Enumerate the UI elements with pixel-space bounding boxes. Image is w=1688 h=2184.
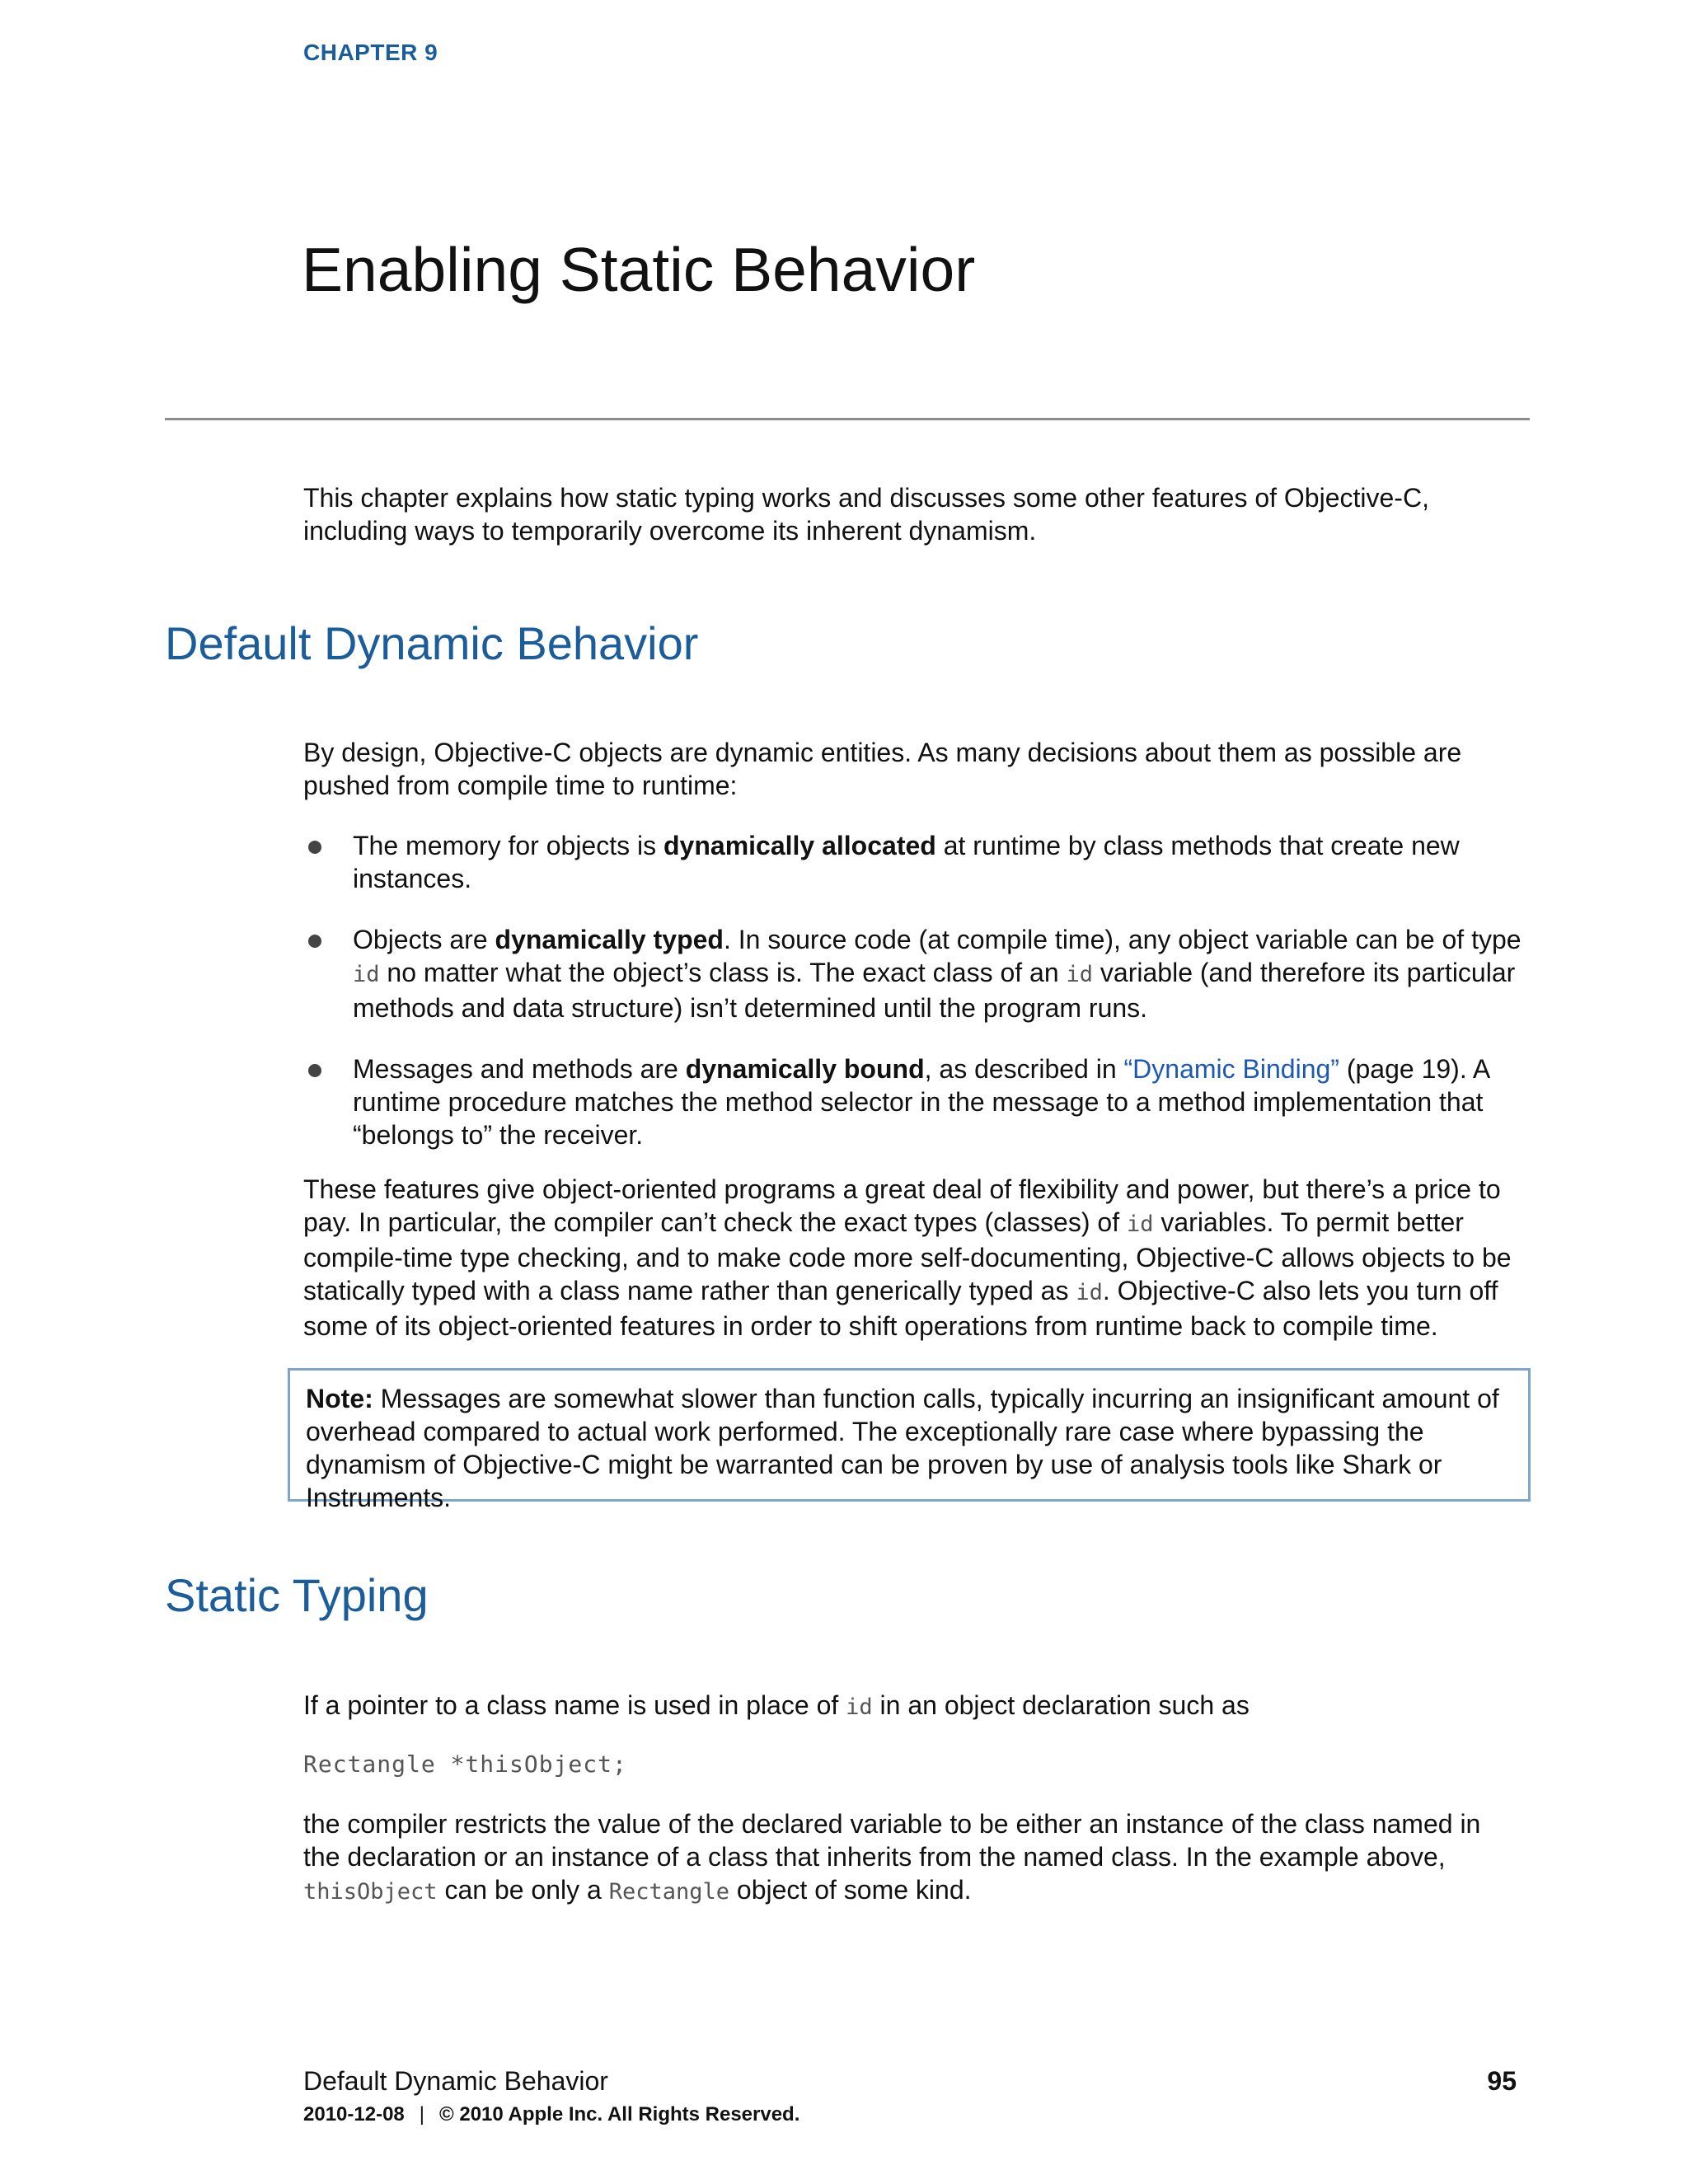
- text: at runtime by class methods that create new instances.: [353, 831, 1460, 893]
- inline-code: id: [353, 962, 380, 987]
- bullet-list: [303, 829, 1523, 1179]
- text: , as described in: [924, 1054, 1124, 1084]
- bullet-icon: [308, 841, 321, 854]
- text: (page 19). A runtime procedure matches the method selector in the message to a method implementation that “belongs to” the receiver.: [353, 1054, 1489, 1150]
- dynamic-binding-link[interactable]: “Dynamic Binding”: [1123, 1054, 1339, 1084]
- footer-separator: |: [419, 2103, 424, 2125]
- default-behavior-paragraph: By design, Objective-C objects are dynamic entities. As many decisions about them as possible are pushed from compile time to runtime:: [303, 738, 1462, 800]
- footer-date: 2010-12-08: [303, 2103, 405, 2125]
- static-typing-intro: [303, 1689, 1523, 1724]
- copyright-text: © 2010 Apple Inc. All Rights Reserved.: [439, 2103, 800, 2125]
- inline-code: Rectangle: [608, 1879, 730, 1905]
- note-text: Messages are somewhat slower than function calls, typically incurring an insignificant amount of overhead compared to actual work performed. The exceptionally rare case where bypassing the dynamism of Objective-C might be warranted can be proven by use of analysis tools like Shark or Instruments.: [306, 1384, 1499, 1512]
- code-example: Rectangle *thisObject;: [303, 1750, 627, 1778]
- bold-term: dynamically bound: [685, 1054, 925, 1084]
- chapter-title: Enabling Static Behavior: [302, 235, 976, 304]
- text: Objects are: [353, 925, 495, 954]
- text: the compiler restricts the value of the declared variable to be either an instance of the class named in the declaration or an instance of a class that inherits from the named class. In the example above,: [303, 1809, 1481, 1872]
- list-item: [303, 923, 1523, 1024]
- text: can be only a: [437, 1875, 609, 1905]
- text: variables. To permit better compile-time type checking, and to make code more self-documenting, Objective-C allows objects to be statically typed with a class name rather than generically typed as: [303, 1207, 1512, 1305]
- inline-code: thisObject: [303, 1879, 438, 1905]
- page-number: 95: [1487, 2066, 1517, 2096]
- text: no matter what the object’s class is. The exact class of an: [379, 958, 1067, 987]
- section-heading-default-dynamic-behavior: Default Dynamic Behavior: [165, 617, 699, 669]
- features-paragraph: [303, 1173, 1523, 1343]
- note-label: Note:: [306, 1384, 373, 1413]
- inline-code: id: [1076, 1280, 1103, 1305]
- text: in an object declaration such as: [872, 1690, 1250, 1720]
- bold-term: dynamically allocated: [663, 831, 936, 860]
- bold-term: dynamically typed: [495, 925, 724, 954]
- intro-paragraph: This chapter explains how static typing works and discusses some other features of Objective-C, including ways to temporarily overcome its inherent dynamism.: [303, 483, 1429, 546]
- bullet-icon: [308, 1064, 321, 1077]
- text: If a pointer to a class name is used in place of: [303, 1690, 846, 1720]
- inline-code: id: [1066, 962, 1094, 987]
- text: variable (and therefore its particular methods and data structure) isn’t determined until the program runs.: [353, 958, 1516, 1023]
- note-box: [288, 1368, 1531, 1512]
- section-heading-static-typing: Static Typing: [165, 1569, 429, 1621]
- text: The memory for objects is: [353, 831, 663, 860]
- text: Messages and methods are: [353, 1054, 686, 1084]
- text: These features give object-oriented programs a great deal of flexibility and power, but there’s a price to pay. In particular, the compiler can’t check the exact types (classes) of: [303, 1174, 1501, 1237]
- list-item: [303, 1052, 1523, 1151]
- footer-copyright: [303, 2103, 799, 2126]
- title-divider: [165, 418, 1530, 420]
- text: . In source code (at compile time), any object variable can be of type: [723, 925, 1522, 954]
- chapter-label: CHAPTER 9: [303, 40, 438, 65]
- static-typing-explanation: [303, 1807, 1523, 1909]
- list-item: [303, 829, 1523, 895]
- bullet-icon: [308, 935, 321, 948]
- text: object of some kind.: [729, 1875, 972, 1905]
- inline-code: id: [846, 1694, 873, 1720]
- inline-code: id: [1126, 1212, 1154, 1237]
- footer-section-title: Default Dynamic Behavior: [303, 2066, 608, 2096]
- text: . Objective-C also lets you turn off some of its object-oriented features in order to shift operations from runtime back to compile time.: [303, 1276, 1498, 1341]
